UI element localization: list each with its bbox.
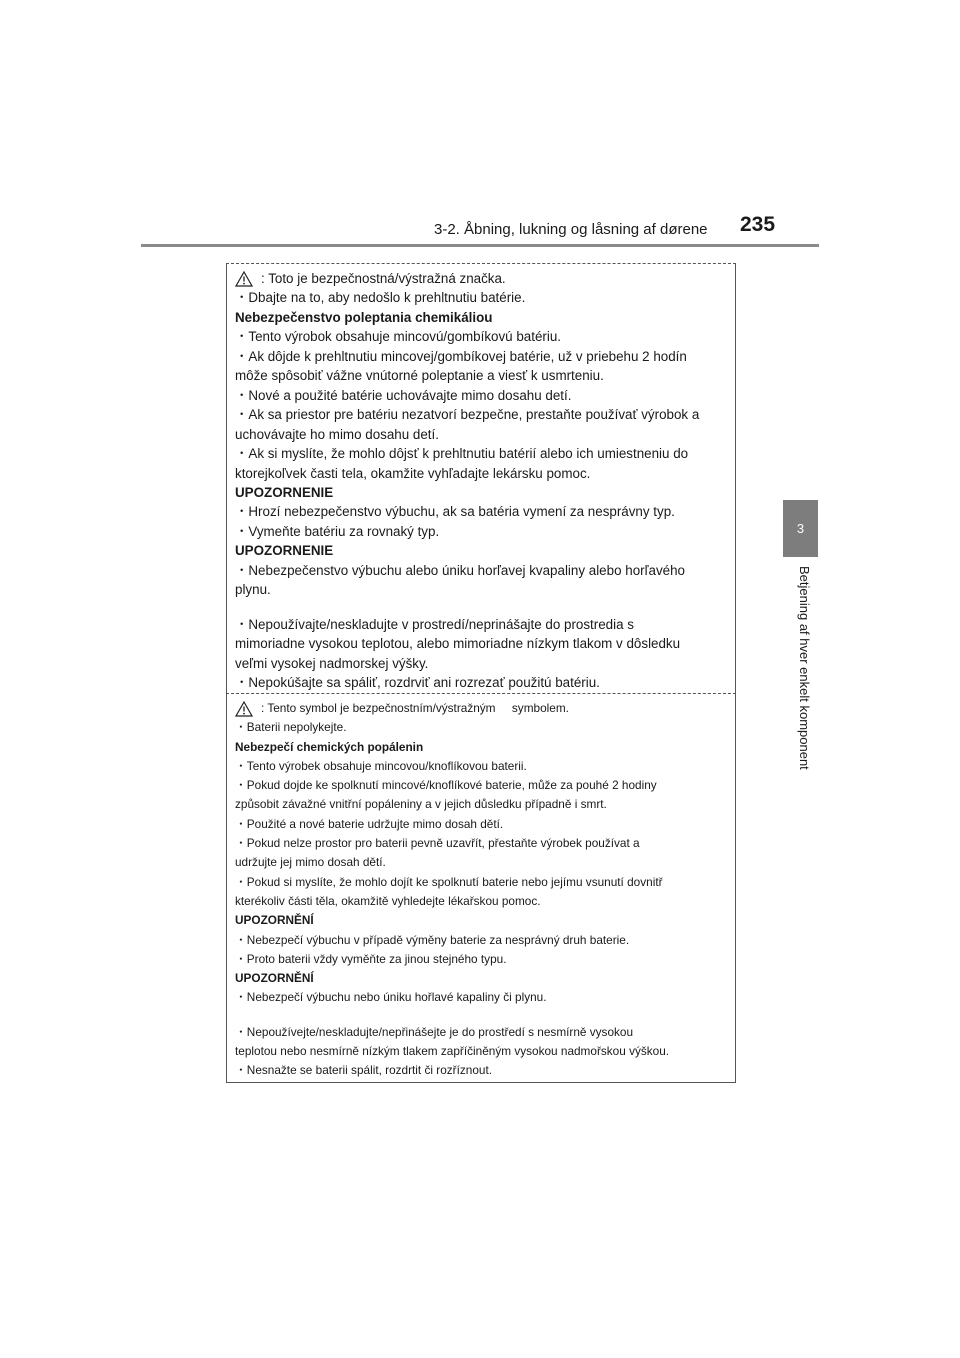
text-line: ・Pokud nelze prostor pro baterii pevně uzavřít, přestaňte výrobek používat a (235, 836, 640, 851)
text-line: ・Vymeňte batériu za rovnaký typ. (235, 523, 440, 539)
text-line: teplotou nebo nesmírně nízkým tlakem zapříčiněným vysokou nadmořskou výškou. (235, 1044, 670, 1059)
spacer (235, 600, 735, 615)
warning-box-czech (226, 693, 736, 1083)
section-title: 3-2. Åbning, lukning og låsning af dørene (434, 221, 708, 238)
header-divider (141, 244, 819, 247)
text-line: kterékoliv části těla, okamžitě vyhledejte lékařskou pomoc. (235, 893, 541, 908)
text-line: ・Nové a použité batérie uchovávajte mimo dosahu detí. (235, 387, 572, 403)
text-line: ktorejkoľvek časti tela, okamžite vyhľadajte lekársku pomoc. (235, 465, 591, 481)
text-line: plynu. (235, 582, 271, 598)
subheading: UPOZORNĚNÍ (235, 971, 314, 986)
text-line: ・Nebezpečí výbuchu v případě výměny baterie za nesprávný druh baterie. (235, 932, 630, 947)
text-line: uchovávajte ho mimo dosahu detí. (235, 426, 439, 442)
text-line: ・Baterii nepolykejte. (235, 720, 347, 735)
symbol-text: : Tento symbol je bezpečnostním/výstražným symbolem. (261, 701, 569, 715)
text-line: ・Nebezpečenstvo výbuchu alebo úniku horľavej kvapaliny alebo horľavého (235, 562, 685, 578)
text-line: ・Ak sa priestor pre batériu nezatvorí bezpečne, prestaňte používať výrobok a (235, 407, 700, 423)
text-line: ・Nebezpečí výbuchu nebo úniku hořlavé kapaliny či plynu. (235, 990, 547, 1005)
text-line: ・Hrozí nebezpečenstvo výbuchu, ak sa batéria vymení za nesprávny typ. (235, 504, 675, 520)
text-line: ・Nepoužívejte/neskladujte/nepřinášejte je do prostředí s nesmírně vysokou (235, 1024, 634, 1039)
text-line: ・Pokud si myslíte, že mohlo dojít ke spolknutí baterie nebo jejímu vsunutí dovnitř (235, 874, 663, 889)
text-line: ・Proto baterii vždy vyměňte za jinou stejného typu. (235, 951, 507, 966)
warning-box-slovak (226, 263, 736, 693)
text-line: způsobit závažné vnitřní popáleniny a v jejich důsledku případně i smrt. (235, 797, 607, 812)
subheading: UPOZORNENIE (235, 543, 334, 559)
text-line: veľmi vysokej nadmorskej výšky. (235, 655, 429, 671)
text-line: mimoriadne vysokou teplotou, alebo mimoriadne nízkym tlakom v dôsledku (235, 636, 681, 652)
text-line: udržujte jej mimo dosah dětí. (235, 855, 386, 870)
text-line: ・Pokud dojde ke spolknutí mincové/knoflíkové baterie, může za pouhé 2 hodiny (235, 778, 657, 793)
subheading: UPOZORNENIE (235, 484, 334, 500)
symbol-line (235, 699, 735, 718)
text-line: ・Použité a nové baterie udržujte mimo dosah dětí. (235, 816, 504, 831)
warning-triangle-icon (235, 701, 253, 717)
text-line: ・Ak si myslíte, že mohlo dôjsť k prehltnutiu batérií alebo ich umiestneniu do (235, 446, 689, 462)
text-line: ・Nepokúšajte sa spáliť, rozdrviť ani rozrezať použitú batériu. (235, 675, 600, 691)
text-line: môže spôsobiť vážne vnútorné poleptanie a viesť k usmrteniu. (235, 368, 604, 384)
warning-triangle-icon (235, 271, 253, 287)
text-line: ・Ak dôjde k prehltnutiu mincovej/gombíkovej batérie, už v priebehu 2 hodín (235, 348, 687, 364)
subheading: Nebezpečí chemických popálenin (235, 739, 424, 754)
text-line: ・Tento výrobek obsahuje mincovou/knoflíkovou baterii. (235, 758, 527, 773)
text-line: ・Dbajte na to, aby nedošlo k prehltnutiu batérie. (235, 290, 526, 306)
spacer (235, 1008, 735, 1023)
chapter-number: 3 (796, 521, 805, 536)
symbol-line (235, 269, 735, 288)
text-line: ・Nepoužívajte/neskladujte v prostredí/neprinášajte do prostredia s (235, 616, 634, 632)
symbol-text: : Toto je bezpečnostná/výstražná značka. (261, 271, 506, 286)
text-line: ・Tento výrobok obsahuje mincovú/gombíkovú batériu. (235, 329, 562, 345)
chapter-tab (783, 500, 818, 557)
page-number: 235 (740, 213, 776, 236)
text-line: ・Nesnažte se baterii spálit, rozdrtit či rozříznout. (235, 1063, 493, 1078)
subheading: Nebezpečenstvo poleptania chemikáliou (235, 309, 493, 325)
subheading: UPOZORNĚNÍ (235, 913, 314, 928)
chapter-label: Betjening af hver enkelt komponent (797, 566, 812, 770)
